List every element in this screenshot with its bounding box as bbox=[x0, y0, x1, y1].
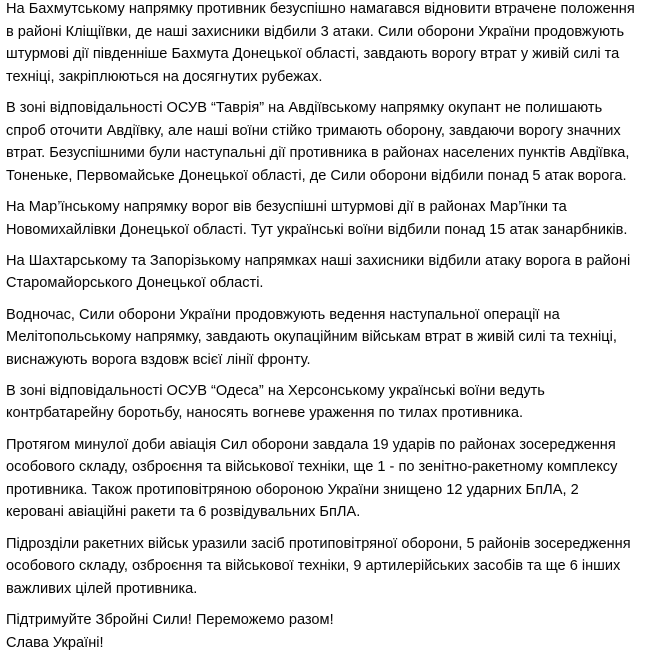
text-line: Тоненьке, Первомайське Донецької області, де Сили оборони відбили понад 5 атак ворога. bbox=[6, 167, 627, 184]
text-line: Протягом минулої доби авіація Сил оборони завдала 19 ударів по районах зосередження bbox=[6, 436, 616, 453]
text-line: спроб оточити Авдіївку, але наші воїни стійко тримають оборону, завдаючи ворогу значних bbox=[6, 122, 621, 139]
text-line: в районі Кліщіївки, де наші захисники відбили 3 атаки. Сили оборони України продовжують bbox=[6, 23, 625, 40]
text-line: Мелітопольському напрямку, завдають окупаційним військам втрат в живій силі та техніці, bbox=[6, 329, 617, 346]
text-line: На Мар’їнському напрямку ворог вів безуспішні штурмові дії в районах Мар’їнки та bbox=[6, 198, 567, 215]
text-line: На Бахмутському напрямку противник безуспішно намагався відновити втрачене положення bbox=[6, 1, 635, 17]
text-line: штурмові дії південніше Бахмута Донецької області, завдають ворогу втрат у живій силі та bbox=[6, 46, 620, 63]
text-line: Водночас, Сили оборони України продовжують ведення наступальної операції на bbox=[6, 306, 560, 323]
paragraph-closing bbox=[6, 609, 653, 654]
paragraph-missile-troops bbox=[6, 533, 653, 601]
paragraph-shakhtarsk-zaporizhzhia bbox=[6, 250, 653, 295]
text-line: важливих цілей противника. bbox=[6, 580, 198, 597]
paragraph-melitopol bbox=[6, 304, 653, 372]
text-line: Старомайорського Донецької області. bbox=[6, 275, 264, 292]
text-line: особового складу, озброєння та військової техніки, ще 1 - по зенітно-ракетному комплексу bbox=[6, 459, 618, 476]
text-line: В зоні відповідальності ОСУВ “Таврія” на Авдіївському напрямку окупант не полишають bbox=[6, 99, 603, 116]
text-line: Підрозділи ракетних військ уразили засіб протиповітряної оборони, 5 районів зосередження bbox=[6, 535, 631, 552]
paragraph-odesa bbox=[6, 380, 653, 425]
text-line: особового складу, озброєння та військової техніки, 9 артилерійських засобів та ще 6 інших bbox=[6, 558, 621, 575]
paragraph-bakhmut bbox=[6, 0, 653, 88]
text-line: противника. Також протиповітряною обороною України знищено 12 ударних БпЛА, 2 bbox=[6, 481, 579, 498]
text-line: На Шахтарському та Запорізькому напрямках наші захисники відбили атаку ворога в районі bbox=[6, 252, 631, 269]
text-line: контрбатарейну боротьбу, наносять вогневе ураження по тилах противника. bbox=[6, 405, 523, 422]
paragraph-marinka bbox=[6, 196, 653, 241]
text-line: Новомихайлівки Донецької області. Тут українські воїни відбили понад 15 атак занарбників. bbox=[6, 221, 628, 238]
text-line: втрат. Безуспішними були наступальні дії противника в районах населених пунктів Авдіївка, bbox=[6, 145, 630, 162]
text-line: техніці, закріплюються на досягнутих рубежах. bbox=[6, 68, 323, 85]
text-line: керовані авіаційні ракети та 6 розвідувальних БпЛА. bbox=[6, 504, 361, 521]
text-line: В зоні відповідальності ОСУВ “Одеса” на Херсонському українські воїни ведуть bbox=[6, 382, 545, 399]
text-line: Слава Україні! bbox=[6, 634, 104, 651]
paragraph-aviation bbox=[6, 434, 653, 524]
text-line: Підтримуйте Збройні Сили! Переможемо разом! bbox=[6, 612, 334, 628]
text-line: виснажують ворога вздовж всієї лінії фронту. bbox=[6, 351, 311, 368]
paragraph-tavria bbox=[6, 97, 653, 187]
